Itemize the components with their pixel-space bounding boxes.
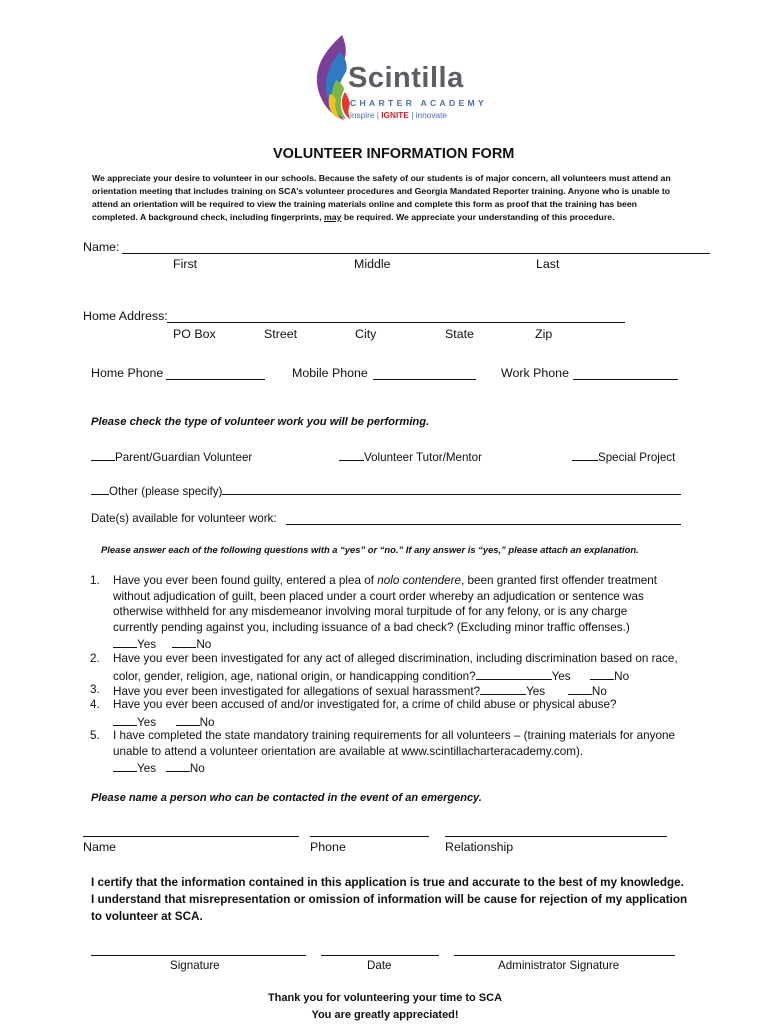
- question-2: 2. Have you ever been investigated for any act of alleged discrimination, including discrimination based on race, color, gender, religion, age, national origin, or handicapping condition? Yes No: [90, 652, 678, 683]
- parent-volunteer-checkline[interactable]: [91, 448, 115, 461]
- q1-no-line[interactable]: [172, 635, 196, 648]
- signature-caption: Signature: [170, 959, 220, 972]
- question-4: 4. Have you ever been accused of and/or investigated for, a crime of child abuse or physical abuse? Yes No: [90, 698, 617, 729]
- signature-field[interactable]: [91, 955, 306, 956]
- work-phone-field[interactable]: [573, 379, 678, 380]
- home-address-label: Home Address:: [83, 309, 168, 323]
- date-field[interactable]: [321, 955, 439, 956]
- home-phone-label: Home Phone: [91, 366, 164, 380]
- special-project-checkline[interactable]: [572, 448, 598, 461]
- name-label: Name:: [83, 240, 120, 254]
- certification-statement: I certify that the information contained in this application is true and accurate to the best of my knowledge. I understand that misrepresentation or omission of information will be cause for rejection of my application to volunteer at SCA.: [91, 876, 688, 923]
- address-po-box-caption: PO Box: [173, 327, 216, 341]
- other-volunteer-option[interactable]: Other (please specify): [91, 482, 222, 498]
- question-5: 5. I have completed the state mandatory training requirements for all volunteers – (training materials for anyone unable to attend a volunteer orientation are available at www.scintillacharteracademy.com). Yes No: [90, 729, 675, 775]
- emergency-prompt: Please name a person who can be contacted in the event of an emergency.: [91, 792, 482, 804]
- dates-available-label: Date(s) available for volunteer work:: [91, 512, 277, 525]
- logo-wordmark: Scintilla: [348, 62, 464, 94]
- date-caption: Date: [367, 959, 392, 972]
- address-city-caption: City: [355, 327, 377, 341]
- other-specify-field[interactable]: [222, 494, 681, 495]
- q2-no-line[interactable]: [590, 667, 614, 680]
- logo-subtitle: CHARTER ACADEMY: [350, 98, 488, 108]
- questions-prompt: Please answer each of the following questions with a “yes” or “no.” If any answer is “yes,” please attach an explanation.: [101, 544, 639, 555]
- question-1: 1. Have you ever been found guilty, entered a plea of nolo contendere, been granted first offender treatment without adjudication of guilt, been placed under a court order whereby an adjudication or sentence was otherwise withheld for any misdemeanor involving moral turpitude of for any felony, or is any charge currently pending against you, including issuance of a bad check? (Excluding minor traffic offenses.) Yes No: [90, 574, 658, 651]
- emergency-relationship-field[interactable]: [445, 836, 667, 837]
- parent-volunteer-option[interactable]: Parent/Guardian Volunteer: [91, 448, 252, 464]
- q2-yes-line[interactable]: [476, 667, 552, 680]
- q3-no-line[interactable]: [568, 682, 592, 695]
- dates-available-field[interactable]: [286, 524, 681, 525]
- home-phone-field[interactable]: [166, 379, 265, 380]
- address-zip-caption: Zip: [535, 327, 553, 341]
- intro-paragraph: We appreciate your desire to volunteer in our schools. Because the safety of our students is of major concern, all volunteers must attend an orientation meeting that includes training on SCA’s volunteer procedures and Georgia Mandated Reporter training. Anyone who is unable to attend an orientation will be required to view the training materials online and complete this form as proof that the training has been completed. A background check, including fingerprints, may be required. We appreciate your understanding of this procedure.: [92, 173, 671, 222]
- name-field[interactable]: [122, 253, 710, 254]
- name-last-caption: Last: [536, 257, 560, 271]
- work-phone-label: Work Phone: [501, 366, 569, 380]
- q3-yes-line[interactable]: [480, 682, 526, 695]
- mobile-phone-label: Mobile Phone: [292, 366, 368, 380]
- q1-yes-line[interactable]: [113, 635, 137, 648]
- name-middle-caption: Middle: [354, 257, 391, 271]
- special-project-option[interactable]: Special Project: [572, 448, 675, 464]
- emergency-phone-field[interactable]: [310, 836, 429, 837]
- q5-yes-line[interactable]: [113, 759, 137, 772]
- question-3: 3. Have you ever been investigated for allegations of sexual harassment? Yes No: [90, 683, 607, 698]
- q4-yes-line[interactable]: [113, 713, 137, 726]
- address-state-caption: State: [445, 327, 474, 341]
- logo-tagline: inspire | IGNITE | innovate: [350, 110, 448, 120]
- emergency-name-caption: Name: [83, 840, 117, 854]
- home-address-field[interactable]: [167, 322, 625, 323]
- tutor-volunteer-checkline[interactable]: [339, 448, 364, 461]
- emergency-relationship-caption: Relationship: [445, 840, 514, 854]
- volunteer-type-prompt: Please check the type of volunteer work you will be performing.: [91, 416, 430, 428]
- emergency-name-field[interactable]: [83, 836, 299, 837]
- footer-thanks: Thank you for volunteering your time to SCA You are greatly appreciated!: [267, 992, 503, 1021]
- emergency-phone-caption: Phone: [310, 840, 346, 854]
- q4-no-line[interactable]: [176, 713, 200, 726]
- mobile-phone-field[interactable]: [373, 379, 476, 380]
- other-checkline[interactable]: [91, 482, 109, 495]
- name-first-caption: First: [173, 257, 198, 271]
- admin-signature-field[interactable]: [454, 955, 675, 956]
- address-street-caption: Street: [264, 327, 298, 341]
- admin-signature-caption: Administrator Signature: [498, 959, 620, 972]
- q5-no-line[interactable]: [166, 759, 190, 772]
- form-title: VOLUNTEER INFORMATION FORM: [273, 146, 515, 162]
- tutor-volunteer-option[interactable]: Volunteer Tutor/Mentor: [339, 448, 482, 464]
